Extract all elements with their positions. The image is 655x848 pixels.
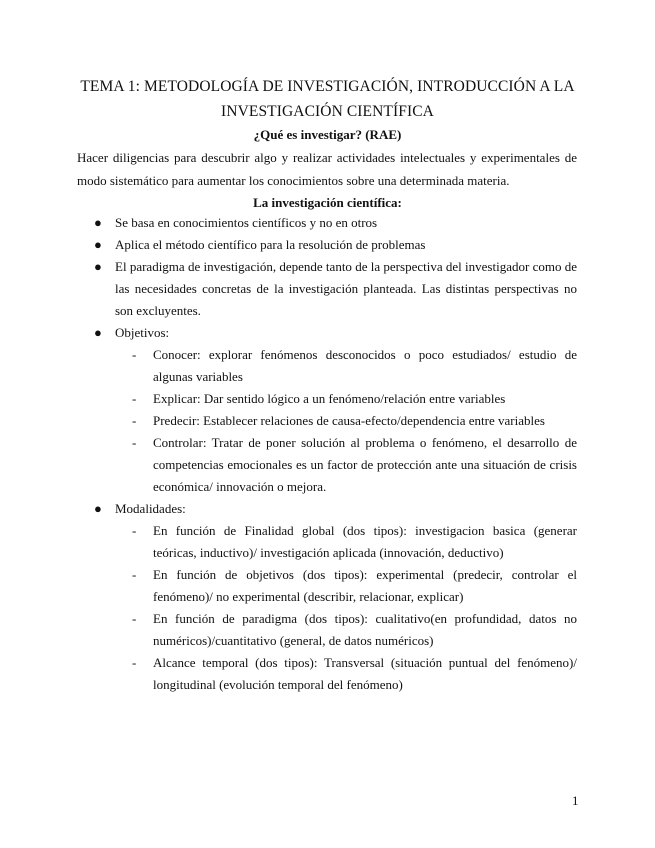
dash-icon: - (132, 413, 137, 428)
sub-item (115, 388, 577, 410)
bullet-item (0, 498, 577, 696)
sub-item-text: Alcance temporal (dos tipos): Transversal (situación puntual del fenómeno)/ longitudinal (evolución temporal del fenómeno) (153, 655, 577, 692)
bullet-text: Se basa en conocimientos científicos y no en otros (115, 215, 378, 230)
bullet-text: Objetivos: (115, 325, 170, 340)
sub-list (115, 344, 577, 498)
dash-icon: - (132, 347, 137, 362)
dash-icon: - (132, 391, 137, 406)
bullet-text: Aplica el método científico para la resolución de problemas (115, 237, 426, 252)
bullet-item (0, 212, 577, 234)
dash-icon: - (132, 567, 137, 582)
dash-icon: - (132, 435, 137, 450)
sub-item-text: En función de paradigma (dos tipos): cualitativo(en profundidad, datos no numéricos)/cuantitativo (general, de datos numéricos) (153, 611, 577, 648)
dash-icon: - (132, 655, 137, 670)
section-heading: La investigación científica: (253, 195, 402, 210)
dash-icon: - (132, 611, 137, 626)
bullet-item (0, 234, 577, 256)
bullet-icon: ● (94, 215, 102, 230)
bullet-text: Modalidades: (115, 501, 186, 516)
dash-icon: - (132, 523, 137, 538)
bullet-list (0, 212, 655, 696)
sub-item-text: En función de Finalidad global (dos tipos): investigacion basica (generar teóricas, inductivo)/ investigación aplicada (innovación, deductivo) (153, 523, 577, 560)
sub-item-text: Controlar: Tratar de poner solución al problema o fenómeno, el desarrollo de competencias emocionales es un factor de protección ante una situación de crisis económica/ innovación o mejora. (153, 435, 577, 494)
question-heading: ¿Qué es investigar? (RAE) (253, 127, 402, 142)
sub-item (115, 344, 577, 388)
sub-item (115, 564, 577, 608)
document-title: TEMA 1: METODOLOGÍA DE INVESTIGACIÓN, INTRODUCCIÓN A LA INVESTIGACIÓN CIENTÍFICA (80, 78, 575, 120)
definition-paragraph: Hacer diligencias para descubrir algo y realizar actividades intelectuales y experimentales de modo sistemático para aumentar los conocimientos sobre una determinada materia. (77, 150, 577, 188)
sub-item (115, 520, 577, 564)
bullet-icon: ● (94, 325, 102, 340)
sub-item-text: Conocer: explorar fenómenos desconocidos o poco estudiados/ estudio de algunas variables (153, 347, 577, 384)
bullet-icon: ● (94, 501, 102, 516)
sub-item (115, 410, 577, 432)
page-number: 1 (572, 793, 579, 808)
bullet-item (0, 322, 577, 498)
bullet-item (0, 256, 577, 322)
sub-item (115, 652, 577, 696)
bullet-icon: ● (94, 237, 102, 252)
sub-item (115, 608, 577, 652)
sub-item (115, 432, 577, 498)
sub-item-text: Predecir: Establecer relaciones de causa-efecto/dependencia entre variables (153, 413, 545, 428)
sub-item-text: En función de objetivos (dos tipos): experimental (predecir, controlar el fenómeno)/ no experimental (describir, relacionar, explicar) (153, 567, 577, 604)
bullet-text: El paradigma de investigación, depende tanto de la perspectiva del investigador como de las necesidades concretas de la investigación planteada. Las distintas perspectivas no son excluyentes. (115, 259, 577, 318)
sub-item-text: Explicar: Dar sentido lógico a un fenómeno/relación entre variables (153, 391, 506, 406)
sub-list (115, 520, 577, 696)
bullet-icon: ● (94, 259, 102, 274)
